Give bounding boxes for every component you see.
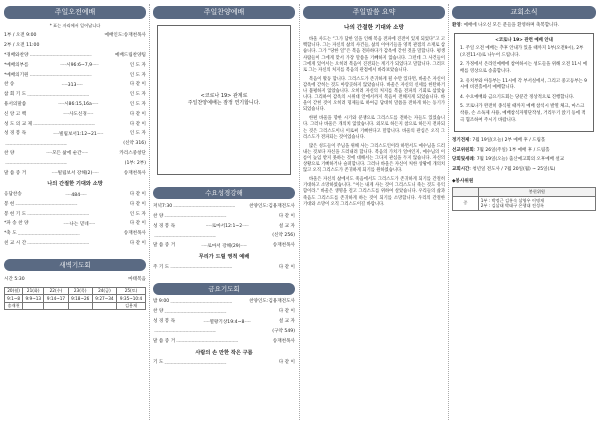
service-table-header: 봉헌위원 — [478, 188, 595, 196]
welcome-text: : 예배에 나오신 모든 분들을 환영하며 축복합니다. — [460, 23, 560, 28]
sermon-paragraph: 바울은 자신의 삶에서도 죽음에서도 그리스도가 존귀하게 되기를 간절히 기대하고 소망하였습니다. “이는 내게 사는 것이 그리스도니 죽는 것도 유익함이라.” 바울은 생명을 걸고 그리스도를 위하여 살았습니다. 우리들의 삶과 죽음도 그리스도를 존귀하게 하는 것이 되기를 소망합니다. 우리의 간절한 기대와 소망이 오직 그리스도이길 바랍니다. — [303, 177, 445, 207]
dawn-day-cell: 23(목) — [68, 287, 92, 295]
order-row — [4, 110, 146, 120]
order-row — [153, 241, 295, 251]
dots: ········ — [61, 81, 68, 87]
dotted-leader: ················································································ — [164, 360, 227, 366]
notice-text: : 7월 26일(주일) 1부 예배 후 / 드림홀 — [473, 147, 550, 153]
dawn-schedule-table — [4, 287, 146, 311]
notice-item — [452, 157, 596, 164]
notice-text: : 7월 19일(오늘) 2부 예배 후 / 드림홀 — [469, 138, 546, 144]
order-item-label: *축 도 — [4, 231, 17, 237]
order-row — [4, 100, 146, 110]
section-header-friday: 금요기도회 — [153, 283, 295, 295]
order-item-label: *예배의기원 — [4, 72, 29, 78]
dawn-leader-cell: 송재천 — [5, 302, 23, 310]
order-item-label: 말 씀 증 거 — [153, 243, 176, 249]
dotted-leader: ················································································ — [33, 121, 95, 127]
covid-notice-items — [460, 46, 588, 124]
dawn-verse-cell: 9:14~17 — [44, 295, 68, 303]
dots: ········ — [60, 62, 67, 68]
order-item-person: (신약 316) — [123, 141, 146, 147]
dawn-leader-cell — [92, 302, 116, 310]
dots: ········ — [92, 62, 99, 68]
order-row — [4, 129, 146, 139]
order-row — [4, 71, 146, 81]
praise-worship-column — [153, 6, 295, 368]
order-row — [153, 307, 295, 317]
order-item-detail: 시96:6~7,9 — [66, 63, 93, 69]
order-item-person: (신약 256) — [272, 233, 295, 239]
dotted-leader — [27, 101, 129, 108]
order-row — [153, 337, 295, 347]
order-item-label: 밤 9:00 — [153, 299, 170, 305]
order-item-person: 다 같 이 — [278, 360, 295, 366]
covid-notice-item: 2. 가정에서 온라인예배에 참여하시는 성도들을 위해 오전 11시 예배를 영상으로 송출합니다. — [460, 62, 587, 74]
order-item-label: 봉 헌 — [4, 201, 15, 207]
friday-order-2 — [153, 358, 295, 368]
dots: ········ — [62, 111, 70, 117]
dotted-leader: ················································································ — [154, 329, 216, 335]
dots: ········ — [76, 81, 83, 87]
postponed-line-2: 주일찬양예배는 잠정 연기합니다. — [187, 100, 261, 106]
order-row — [153, 327, 295, 337]
order-item-person: 예배드림찬양팀 — [114, 52, 146, 58]
dotted-leader — [27, 131, 129, 138]
dotted-leader — [23, 192, 129, 199]
welcome-notice — [452, 23, 596, 30]
order-item-person: 다 같 이 — [129, 111, 146, 117]
section-header-morning-worship: 주일오전예배 — [4, 6, 146, 19]
divider — [149, 4, 150, 420]
dots: ········ — [244, 318, 251, 324]
order-item-person: 인 도 자 — [129, 131, 146, 137]
section-header-praise-worship: 주일찬양예배 — [153, 6, 295, 19]
notice-label: 정기전제 — [452, 138, 470, 144]
notice-label: 선교위원회 — [452, 147, 474, 153]
section-header-wednesday: 수요성경강해 — [153, 187, 295, 199]
order-row — [153, 317, 295, 327]
wednesday-sermon-title: 무리가 드릴 영적 예배 — [198, 253, 250, 260]
dotted-leader — [176, 243, 272, 250]
dotted-leader: ················································································ — [29, 53, 92, 59]
dotted-leader — [30, 62, 129, 69]
dawn-verse-cell: 9:9~13 — [23, 295, 44, 303]
standing-note: * 표는 자리에서 일어납니다 — [49, 23, 101, 28]
order-item-person: 다 같 이 — [129, 82, 146, 88]
sermon-paragraph: 바울 사도는 “그가 담한 일을 인해 복음 전파에 진전이 있게 되었다”고 고백합니다. 그는 자신의 삶의 사건들, 삶의 이야기들을 영적 관점의 소재로 삼습니다. 그가 “당한 일”은 복음 전파하다가 감옥에 갇힌 것을 말합니다. 평생 사람들이 그에게 맞서 가장 말씀을 기빼하지 않습니다. 그런데 그 사건들이 그에게 있어서는 오히려 복음이 진전되는 계기가 되었다고 말합니다. 그러므로 그는 자신의 처지를 복음의 관점에서 바라보았습니다. — [303, 37, 445, 73]
dotted-leader — [15, 150, 118, 157]
order-item-label: 말 씀 증 거 — [153, 338, 176, 344]
dots: ········ — [92, 170, 99, 176]
order-item-person: 다 같 이 — [278, 213, 295, 219]
order-item-label: 성 경 봉 독 — [153, 223, 176, 229]
section-header-church-news: 교회소식 — [452, 6, 596, 19]
order-item-label: 주 기 도 — [153, 264, 170, 270]
covid-notice-item: 1. 주일 오전 예배는 추후 안내가 있을 때까지 1부(오전9시), 2부(오전11시)로 나누어 드립니다. — [460, 46, 584, 58]
dotted-leader: ················································································ — [17, 231, 80, 237]
order-item-label: 봉 헌 기 도 — [4, 211, 27, 217]
dotted-leader: ················································································ — [27, 212, 89, 218]
dawn-day-cell: 21(화) — [23, 287, 44, 295]
order-row — [4, 120, 146, 130]
order-item-label: 응답찬송 — [4, 192, 22, 198]
dotted-leader — [176, 319, 278, 326]
order-item-detail: 모든 삶에 순간 — [52, 151, 82, 157]
dotted-leader — [27, 170, 123, 177]
order-item-label: 성 도 의 교 제 — [4, 121, 33, 127]
dotted-leader: ················································································ — [170, 299, 232, 305]
order-row — [153, 358, 295, 368]
dots: ········ — [96, 130, 103, 136]
order-item-person: (구약 549) — [272, 328, 295, 334]
dots: ········ — [203, 318, 210, 324]
dots: ········ — [80, 191, 87, 197]
dots: ········ — [45, 150, 53, 156]
order-row — [153, 263, 295, 273]
order-row — [153, 298, 295, 308]
dots: ········ — [51, 170, 58, 176]
order-row — [153, 212, 295, 222]
order-item-person: 송재천목사 — [272, 338, 295, 344]
order-row — [4, 229, 146, 239]
order-item-detail: 빌립보서1:12~21 — [59, 131, 97, 137]
dotted-leader — [176, 223, 278, 230]
order-row — [153, 222, 295, 232]
service-time-2: 2부 / 오전 11:00 — [4, 43, 40, 49]
dots: ········ — [86, 111, 93, 117]
dots: ········ — [57, 101, 65, 107]
order-item-label: 찬 양 — [153, 309, 164, 315]
dawn-leader-cell — [23, 302, 44, 310]
dotted-leader: ················································································ — [27, 241, 89, 247]
dawn-leader-cell: 김용재 — [117, 302, 146, 310]
order-row — [4, 190, 146, 200]
order-item-detail: 시86:15,16a — [64, 102, 92, 108]
order-item-label: 성 경 봉 독 — [153, 319, 176, 325]
order-item-person: 다 같 이 — [129, 192, 146, 198]
dotted-leader: ················································································ — [176, 339, 238, 345]
order-row — [4, 80, 146, 90]
dotted-leader: ················································································ — [5, 141, 67, 147]
friday-sermon-title: 사람의 손 만한 작은 구름 — [195, 349, 253, 356]
service-table-cell: 1부 : 박정근 김홍숙 삼영우 이명재 2부 : 김삼태 박태구 은행대 전성록 — [478, 196, 595, 210]
order-item-label: *파 송 찬 양 — [4, 221, 29, 227]
order-item-person: 다 같 이 — [129, 201, 146, 207]
section-header-dawn-prayer: 새벽기도회 — [4, 259, 146, 271]
dots: ········ — [240, 242, 247, 248]
dots: ········ — [201, 242, 208, 248]
notice-text: : 청년일 전도사 / 7월 20일(월) ~ 25일(토) — [469, 166, 556, 172]
welcome-label: 환영 — [452, 23, 461, 28]
order-of-worship — [4, 51, 146, 178]
order-item-person: 인 도 자 — [129, 62, 146, 68]
friday-order — [153, 298, 295, 347]
order-item-person: 다 같 이 — [129, 221, 146, 227]
order-row — [4, 149, 146, 159]
sermon-subheading: 나의 간절한 기대와 소망 — [47, 181, 103, 188]
postponed-line-1: <코로나 19> 관계로 — [200, 93, 248, 99]
notice-label: 교회시간 — [452, 166, 470, 172]
dotted-leader — [27, 111, 129, 118]
order-item-label: 성 경 봉 독 — [4, 131, 27, 137]
order-row — [4, 210, 146, 220]
order-item-label: *예배의부름 — [4, 62, 29, 68]
order-item-label: 찬 양 — [4, 150, 15, 156]
order-row — [4, 159, 146, 169]
order-row — [4, 61, 146, 71]
covid-notice-item: 5. 코로나가 완전히 종식될 때까지 예배 참석시 발열 체크, 마스크 착용, 손 소독제 사용, 예배참석자명단작성, 거리두기 앉기 등에 적극 협조하여 주시기 바랍니다. — [460, 104, 586, 123]
order-item-detail: 나는 믿네 — [69, 221, 89, 227]
order-item-person: 다 같 이 — [278, 309, 295, 315]
order-item-detail: 열왕기상19:4~8 — [209, 319, 245, 325]
sermon-paragraph: 많은 성도들이 주님을 위해 사는 그리스도인이라 하면서도 예수님을 드러내는 것보다 자신을 드러내려 합니다. 복음의 가치가 얼마인지, 예수님의 이름이 높임 받지 못하는 것에 대해서는 그다지 관심을 두지 않습니다. 자신의 상황으로 기뻐하거나 슬퍼합니다. 그러나 바울은 자신이 처한 상황에 개의치 않고 오직 그리스도가 존귀하게 되기를 원하였습니다. — [303, 143, 445, 174]
dotted-leader: ················································································ — [173, 204, 235, 210]
worship-leader: 예배인도:송재천목사 — [104, 33, 146, 39]
order-item-person: 인 도 자 — [129, 211, 146, 217]
section-header-sermon-summary: 주일말씀 요약 — [303, 6, 445, 19]
order-item-detail: 로마서 강해(29) — [207, 243, 241, 249]
order-item-person: (1부: 2부) — [124, 160, 146, 166]
dotted-leader: ················································································ — [15, 202, 78, 208]
sermon-paragraph: 복음이 활동 합니다. 그리스도가 존귀하게 될 수만 있다면, 바울은 자신이 감옥에 갇히는 것도 아랑곳하지 않았습니다. 바울은 자신의 신세를 한탄하거나 불평하지 않았습니다. 오히려 자신의 처지를 복음 전파의 기회로 삼았습니다. 그리하여 감옥의 시위대 안에서까지 복음이 전해지게 되었습니다. 바울이 갇힌 것이 오히려 형제들로 하여금 담대히 말씀을 전하게 하는 동기가 되었습니다. — [303, 76, 445, 113]
service-time-1: 1부 / 오전 9:00 — [4, 33, 37, 39]
postponed-notice-box — [157, 25, 291, 175]
order-item-person: 찬양인도:김용재전도사 — [249, 203, 295, 209]
order-of-worship-2 — [4, 190, 146, 249]
dotted-leader: ················································································ — [154, 233, 216, 239]
order-item-detail: 빌립보서 강해(2) — [57, 171, 93, 177]
dawn-leader-cell — [68, 302, 92, 310]
sermon-title: 나의 간절한 기대와 소망 — [344, 25, 404, 31]
covid-notice-title: <코로나 19> 관련 예배 안내 — [495, 37, 553, 43]
service-time-row — [4, 31, 146, 41]
dawn-verse-cell: 9:35~10:4 — [117, 295, 146, 303]
sermon-summary-column — [303, 6, 445, 211]
order-row — [4, 169, 146, 179]
order-row — [4, 200, 146, 210]
order-row — [4, 239, 146, 249]
order-item-detail: 313 — [67, 82, 77, 88]
dawn-verse-cell: 9:27~34 — [92, 295, 116, 303]
order-item-person: 찬양인도:김용재전도사 — [249, 299, 295, 305]
dawn-day-cell: 25(토) — [117, 287, 146, 295]
order-row — [4, 90, 146, 100]
dotted-leader: ················································································ — [170, 265, 232, 271]
order-row — [4, 51, 146, 61]
dotted-leader — [29, 221, 128, 228]
divider — [299, 4, 300, 420]
dotted-leader: ················································································ — [164, 309, 227, 315]
order-row — [153, 202, 295, 212]
dawn-leader-cell — [44, 302, 68, 310]
order-row — [4, 139, 146, 149]
divider — [448, 4, 449, 420]
order-item-detail: 로마서12:1~2 — [211, 224, 243, 229]
dots: ········ — [52, 130, 60, 136]
order-item-person: 설 교 자 — [278, 223, 295, 229]
order-item-label: 찬 송 — [4, 82, 15, 88]
order-item-detail: 사도신경 — [69, 112, 87, 118]
sermon-paragraph: 한편 바울을 향한 시기와 분쟁으로 그리스도를 전하는 자들도 있었습니다. 그러나 바울은 개의치 않았습니다. 외모로 하든지 참으로 하든지 전파되는 것은 그리스도이니 이로써 기뻐한다고 말합니다. 바울의 관심은 오직 그리스도가 전파되는 것이었습니다. — [303, 116, 445, 140]
dots: ········ — [63, 220, 70, 226]
notice-item — [452, 148, 596, 155]
notice-item — [452, 138, 596, 145]
order-item-person: 인 도 자 — [129, 101, 146, 107]
dotted-leader: ················································································ — [5, 161, 67, 167]
dawn-day-cell: 22(수) — [44, 287, 68, 295]
order-item-person: 다 같 이 — [278, 264, 295, 270]
covid-notice-item: 3. 유치부와 아동부는 11시에 각 부서실에서, 그리고 중고등부는 9시에 비전홀에서 예배합니다. — [460, 78, 587, 91]
service-time-row — [4, 41, 146, 51]
covid-notice-box — [454, 33, 594, 133]
order-item-person: 카리스중창단 — [119, 150, 146, 156]
order-item-person: 송재천목사 — [123, 231, 146, 237]
order-item-person: 인 도 자 — [129, 72, 146, 78]
notice-list — [452, 138, 596, 173]
order-item-label: 용서의말씀 — [4, 101, 27, 107]
order-item-label: 기 도 — [153, 360, 164, 366]
dots: ········ — [65, 191, 72, 197]
dotted-leader — [15, 82, 128, 89]
order-item-person: 인 도 자 — [129, 92, 146, 98]
covid-notice-item: 4. 수요예배와 금요기도회는 당분간 정상적으로 진행합니다. — [460, 94, 575, 100]
service-title: ◆봉사위원 — [452, 179, 474, 185]
order-item-label: 저녁7:30 — [153, 203, 173, 209]
dotted-leader: ················································································ — [27, 92, 89, 98]
dots: ········ — [88, 220, 95, 226]
order-row — [153, 231, 295, 241]
order-item-label: 참 회 기 도 — [4, 92, 27, 98]
dots: ········ — [242, 223, 249, 228]
service-table-cell: 중 — [453, 196, 479, 210]
order-item-person: 설 교 자 — [278, 319, 295, 325]
dots: ········ — [91, 101, 99, 107]
dawn-time: 시간 5:30 — [4, 276, 25, 282]
order-item-person: 다 같 이 — [129, 241, 146, 247]
order-item-detail: 484 — [71, 192, 81, 198]
service-table-header — [453, 188, 479, 196]
notice-text: : 7월 19일(오늘) 출산예고회의 오후예배 설교 — [473, 157, 565, 163]
dawn-day-cell: 24(금) — [92, 287, 116, 295]
order-item-person: 송재천목사 — [272, 243, 295, 249]
wednesday-order — [153, 202, 295, 251]
dotted-leader: ················································································ — [164, 214, 227, 220]
order-item-label: 친 교 시 간 — [4, 241, 27, 247]
wednesday-order-2 — [153, 263, 295, 273]
dawn-book: 마태복음 — [128, 276, 146, 282]
dots: ········ — [205, 223, 212, 228]
service-table — [452, 187, 596, 210]
order-item-label: 말 씀 증 거 — [4, 170, 27, 176]
dotted-leader: ················································································ — [29, 72, 92, 78]
dots: ········ — [81, 150, 88, 156]
dawn-info-row — [4, 275, 146, 285]
sermon-body — [303, 37, 445, 207]
order-item-person: 송재천목사 — [123, 170, 146, 176]
dawn-verse-cell: 9:18~26 — [68, 295, 92, 303]
order-item-label: 신 앙 고 백 — [4, 111, 27, 117]
order-item-person: 다 같 이 — [129, 121, 146, 127]
order-item-label: 찬 양 — [153, 213, 164, 219]
church-news-column — [452, 6, 596, 211]
order-row — [4, 220, 146, 230]
dawn-day-cell: 20(월) — [5, 287, 23, 295]
notice-label: 당회및세례 — [452, 157, 474, 163]
notice-item — [452, 167, 596, 174]
dawn-verse-cell: 9:1~8 — [5, 295, 23, 303]
morning-worship-column — [4, 6, 146, 310]
order-item-label: *경배와찬양 — [4, 52, 29, 58]
